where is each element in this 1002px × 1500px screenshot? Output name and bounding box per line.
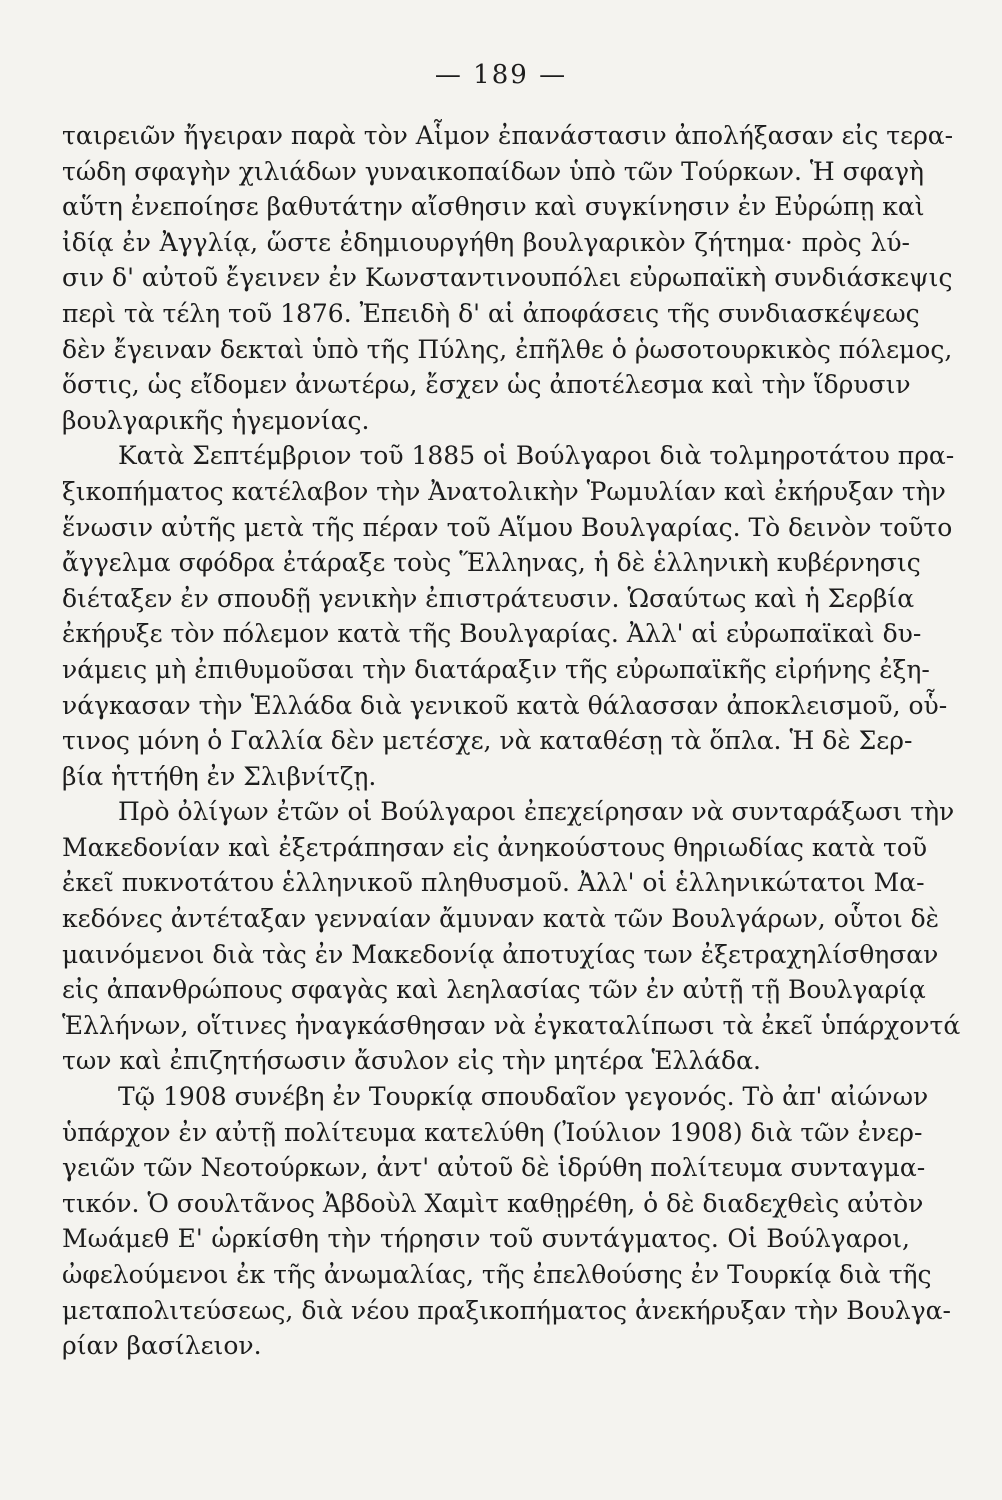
text-line: ἄγγελμα σφόδρα ἐτάραξε τοὺς Ἕλληνας, ἡ δὲ ἑλληνικὴ κυβέρνησις	[62, 548, 921, 578]
text-line: ἕνωσιν αὐτῆς μετὰ τῆς πέραν τοῦ Αἵμου Βουλγαρίας. Τὸ δεινὸν τοῦτο	[62, 512, 953, 542]
text-line: βία ἡττήθη ἐν Σλιβνίτζῃ.	[62, 761, 377, 791]
paragraph-first-line: Πρὸ ὀλίγων ἐτῶν οἱ Βούλγαροι ἐπεχείρησαν νὰ συνταράξωσι τὴν	[118, 797, 955, 827]
text-line: Μακεδονίαν καὶ ἐξετράπησαν εἰς ἀνηκούστους θηριωδίας κατὰ τοῦ	[62, 832, 928, 862]
text-line: τινος μόνη ὁ Γαλλία δὲν μετέσχε, νὰ καταθέσῃ τὰ ὅπλα. Ἡ δὲ Σερ-	[62, 726, 913, 756]
text-line: Μωάμεθ Ε' ὡρκίσθη τὴν τήρησιν τοῦ συντάγματος. Οἱ Βούλγαροι,	[62, 1224, 910, 1254]
text-line: σιν δ' αὐτοῦ ἔγεινεν ἐν Κωνσταντινουπόλει εὐρωπαϊκὴ συνδιάσκεψις	[62, 263, 953, 293]
text-line: ταιρειῶν ἤγειραν παρὰ τὸν Αἷμον ἐπανάστασιν ἀπολήξασαν εἰς τερα-	[62, 121, 954, 150]
text-line: μεταπολιτεύσεως, διὰ νέου πραξικοπήματος ἀνεκήρυξαν τὴν Βουλγα-	[62, 1295, 951, 1325]
text-line: γειῶν τῶν Νεοτούρκων, ἀντ' αὐτοῦ δὲ ἱδρύθη πολίτευμα συνταγμα-	[62, 1153, 926, 1183]
text-line: νάγκασαν τὴν Ἑλλάδα διὰ γενικοῦ κατὰ θάλασσαν ἀποκλεισμοῦ, οὗ-	[62, 690, 948, 720]
text-line: μαινόμενοι διὰ τὰς ἐν Μακεδονίᾳ ἀποτυχίας των ἐξετραχηλίσθησαν	[62, 939, 939, 969]
text-line: τώδη σφαγὴν χιλιάδων γυναικοπαίδων ὑπὸ τῶν Τούρκων. Ἡ σφαγὴ	[62, 156, 924, 186]
body-text	[62, 118, 961, 1364]
text-line: περὶ τὰ τέλη τοῦ 1876. Ἐπειδὴ δ' αἱ ἀποφάσεις τῆς συνδιασκέψεως	[62, 298, 920, 328]
text-line: Ἑλλήνων, οἵτινες ἠναγκάσθησαν νὰ ἐγκαταλίπωσι τὰ ἐκεῖ ὑπάρχοντά	[62, 1010, 961, 1040]
text-line: βουλγαρικῆς ἡγεμονίας.	[62, 405, 370, 435]
text-line: ρίαν βασίλειον.	[62, 1331, 262, 1361]
text-line: κεδόνες ἀντέταξαν γενναίαν ἄμυναν κατὰ τῶν Βουλγάρων, οὗτοι δὲ	[62, 904, 940, 934]
text-line: ἐκεῖ πυκνοτάτου ἑλληνικοῦ πληθυσμοῦ. Ἀλλ' οἱ ἑλληνικώτατοι Μα-	[62, 868, 925, 898]
text-line: αὕτη ἐνεποίησε βαθυτάτην αἴσθησιν καὶ συγκίνησιν ἐν Εὐρώπῃ καὶ	[62, 192, 925, 222]
text-line: νάμεις μὴ ἐπιθυμοῦσαι τὴν διατάραξιν τῆς εὐρωπαϊκῆς εἰρήνης ἐξη-	[62, 654, 930, 684]
paragraph-first-line: Τῷ 1908 συνέβη ἐν Τουρκίᾳ σπουδαῖον γεγονός. Τὸ ἀπ' αἰώνων	[118, 1082, 929, 1112]
text-line: ξικοπήματος κατέλαβον τὴν Ἀνατολικὴν Ῥωμυλίαν καὶ ἐκήρυξαν τὴν	[62, 476, 946, 506]
text-line: ἐκήρυξε τὸν πόλεμον κατὰ τῆς Βουλγαρίας. Ἀλλ' αἱ εὐρωπαϊκαὶ δυ-	[62, 619, 922, 649]
text-line: ὅστις, ὡς εἴδομεν ἀνωτέρω, ἔσχεν ὡς ἀποτέλεσμα καὶ τὴν ἵδρυσιν	[62, 370, 911, 400]
text-line: δὲν ἔγειναν δεκταὶ ὑπὸ τῆς Πύλης, ἐπῆλθε ὁ ῥωσοτουρκικὸς πόλεμος,	[62, 334, 953, 364]
text-line: ἰδίᾳ ἐν Ἀγγλίᾳ, ὥστε ἐδημιουργήθη βουλγαρικὸν ζήτημα· πρὸς λύ-	[62, 227, 910, 257]
text-line: των καὶ ἐπιζητήσωσιν ἄσυλον εἰς τὴν μητέρα Ἑλλάδα.	[62, 1046, 761, 1076]
text-line: ὑπάρχον ἐν αὐτῇ πολίτευμα κατελύθη (Ἰούλιον 1908) διὰ τῶν ἐνερ-	[62, 1117, 923, 1147]
paragraph-first-line: Κατὰ Σεπτέμβριον τοῦ 1885 οἱ Βούλγαροι διὰ τολμηροτάτου πρα-	[118, 441, 955, 471]
text-line: εἰς ἀπανθρώπους σφαγὰς καὶ λεηλασίας τῶν ἐν αὐτῇ τῇ Βουλγαρίᾳ	[62, 975, 926, 1005]
text-line: ὠφελούμενοι ἐκ τῆς ἀνωμαλίας, τῆς ἐπελθούσης ἐν Τουρκίᾳ διὰ τῆς	[62, 1260, 932, 1289]
page-number: — 189 —	[434, 60, 568, 90]
text-line: τικόν. Ὁ σουλτᾶνος Ἀβδοὺλ Χαμὶτ καθῃρέθη, ὁ δὲ διαδεχθεὶς αὐτὸν	[62, 1188, 924, 1218]
text-line: διέταξεν ἐν σπουδῇ γενικὴν ἐπιστράτευσιν. Ὡσαύτως καὶ ἡ Σερβία	[62, 583, 915, 613]
